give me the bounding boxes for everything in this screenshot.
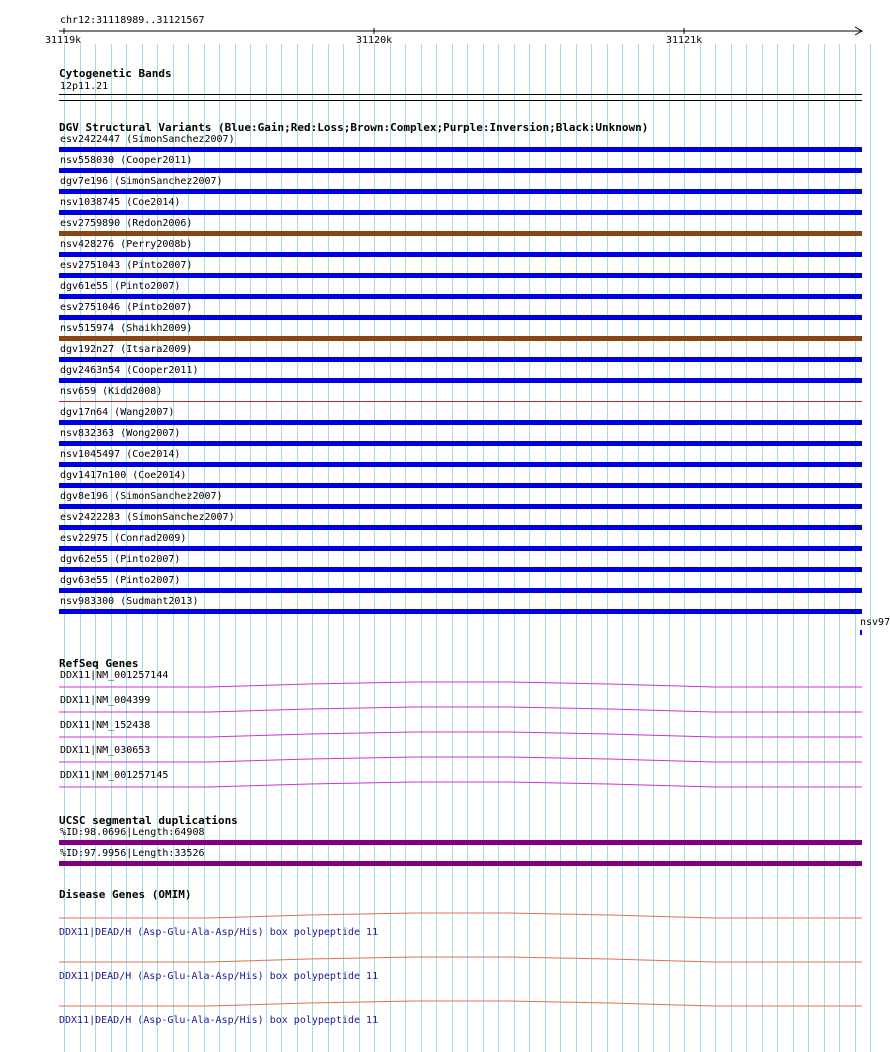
cytoband-track-line	[59, 94, 862, 95]
region-label: chr12:31118989..31121567	[60, 15, 205, 26]
variant-label[interactable]: nsv1038745 (Coe2014)	[60, 197, 181, 208]
variant-label[interactable]: dgv63e55 (Pinto2007)	[60, 575, 181, 586]
variant-bar[interactable]	[59, 567, 862, 572]
gene-model[interactable]	[59, 778, 862, 788]
variant-bar[interactable]	[59, 441, 862, 446]
dgv-track-title: DGV Structural Variants (Blue:Gain;Red:Loss;Brown:Complex;Purple:Inversion;Black:Unknown)	[59, 121, 649, 134]
segdup-bar[interactable]	[59, 861, 862, 866]
variant-label[interactable]: esv2422447 (SimonSanchez2007)	[60, 134, 235, 145]
segdup-track-title: UCSC segmental duplications	[59, 814, 238, 827]
variant-label[interactable]: nsv1045497 (Coe2014)	[60, 449, 181, 460]
variant-label[interactable]: dgv1417n100 (Coe2014)	[60, 470, 187, 481]
variant-label[interactable]: nsv983300 (Sudmant2013)	[60, 596, 199, 607]
variant-label[interactable]: esv2751043 (Pinto2007)	[60, 260, 193, 271]
omim-gene-line[interactable]	[59, 954, 862, 964]
segdup-bar[interactable]	[59, 840, 862, 845]
ruler-tick-label: 31120k	[356, 35, 393, 46]
variant-label[interactable]: esv2751046 (Pinto2007)	[60, 302, 193, 313]
variant-bar[interactable]	[59, 357, 862, 362]
omim-gene-label[interactable]: DDX11|DEAD/H (Asp-Glu-Ala-Asp/His) box polypeptide 11	[59, 1015, 379, 1026]
segdup-label[interactable]: %ID:98.0696|Length:64908	[60, 827, 205, 838]
omim-gene-line[interactable]	[59, 910, 862, 920]
segdup-label[interactable]: %ID:97.9956|Length:33526	[60, 848, 205, 859]
gene-model[interactable]	[59, 703, 862, 713]
omim-gene-line[interactable]	[59, 998, 862, 1008]
variant-bar[interactable]	[59, 420, 862, 425]
variant-label[interactable]: esv2422283 (SimonSanchez2007)	[60, 512, 235, 523]
gene-label[interactable]: DDX11|NM_030653	[60, 745, 151, 756]
variant-bar[interactable]	[59, 231, 862, 236]
gene-label[interactable]: DDX11|NM_152438	[60, 720, 151, 731]
gene-label[interactable]: DDX11|NM_001257144	[60, 670, 169, 681]
cytoband-label: 12p11.21	[60, 81, 109, 92]
variant-bar[interactable]	[59, 168, 862, 173]
gene-label[interactable]: DDX11|NM_004399	[60, 695, 151, 706]
variant-label[interactable]: dgv2463n54 (Cooper2011)	[60, 365, 199, 376]
variant-bar[interactable]	[59, 252, 862, 257]
gene-model[interactable]	[59, 678, 862, 688]
overflow-variant-marker	[860, 630, 862, 635]
overflow-variant-label: nsv97	[860, 617, 890, 628]
gene-model[interactable]	[59, 753, 862, 763]
variant-label[interactable]: dgv8e196 (SimonSanchez2007)	[60, 491, 223, 502]
gene-model[interactable]	[59, 728, 862, 738]
variant-label[interactable]: nsv832363 (Wong2007)	[60, 428, 181, 439]
variant-label[interactable]: nsv515974 (Shaikh2009)	[60, 323, 193, 334]
variant-bar[interactable]	[59, 546, 862, 551]
cytoband-track-line	[59, 100, 862, 101]
omim-track-title: Disease Genes (OMIM)	[59, 888, 192, 901]
variant-bar[interactable]	[59, 147, 862, 152]
variant-bar[interactable]	[59, 609, 862, 614]
variant-label[interactable]: esv22975 (Conrad2009)	[60, 533, 187, 544]
variant-bar[interactable]	[59, 462, 862, 467]
variant-label[interactable]: dgv7e196 (SimonSanchez2007)	[60, 176, 223, 187]
variant-bar[interactable]	[59, 504, 862, 509]
variant-bar[interactable]	[59, 273, 862, 278]
variant-label[interactable]: nsv659 (Kidd2008)	[60, 386, 163, 397]
coordinate-ruler	[0, 0, 890, 50]
variant-label[interactable]: dgv62e55 (Pinto2007)	[60, 554, 181, 565]
ruler-tick-label: 31119k	[45, 35, 82, 46]
variant-label[interactable]: esv2759890 (Redon2006)	[60, 218, 193, 229]
variant-bar[interactable]	[59, 189, 862, 194]
refseq-genes-title: RefSeq Genes	[59, 657, 139, 670]
ruler-tick-label: 31121k	[666, 35, 703, 46]
variant-label[interactable]: dgv17n64 (Wang2007)	[60, 407, 175, 418]
variant-bar[interactable]	[59, 483, 862, 488]
variant-bar[interactable]	[59, 588, 862, 593]
variant-bar[interactable]	[59, 378, 862, 383]
variant-bar[interactable]	[59, 525, 862, 530]
variant-label[interactable]: nsv428276 (Perry2008b)	[60, 239, 193, 250]
variant-label[interactable]: nsv558030 (Cooper2011)	[60, 155, 193, 166]
variant-label[interactable]: dgv61e55 (Pinto2007)	[60, 281, 181, 292]
omim-gene-label[interactable]: DDX11|DEAD/H (Asp-Glu-Ala-Asp/His) box polypeptide 11	[59, 927, 379, 938]
variant-bar[interactable]	[59, 336, 862, 341]
variant-bar[interactable]	[59, 210, 862, 215]
variant-label[interactable]: dgv192n27 (Itsara2009)	[60, 344, 193, 355]
variant-bar[interactable]	[59, 401, 862, 402]
variant-bar[interactable]	[59, 294, 862, 299]
omim-gene-label[interactable]: DDX11|DEAD/H (Asp-Glu-Ala-Asp/His) box polypeptide 11	[59, 971, 379, 982]
variant-bar[interactable]	[59, 315, 862, 320]
gene-label[interactable]: DDX11|NM_001257145	[60, 770, 169, 781]
cytogenetic-bands-title: Cytogenetic Bands	[59, 67, 172, 80]
